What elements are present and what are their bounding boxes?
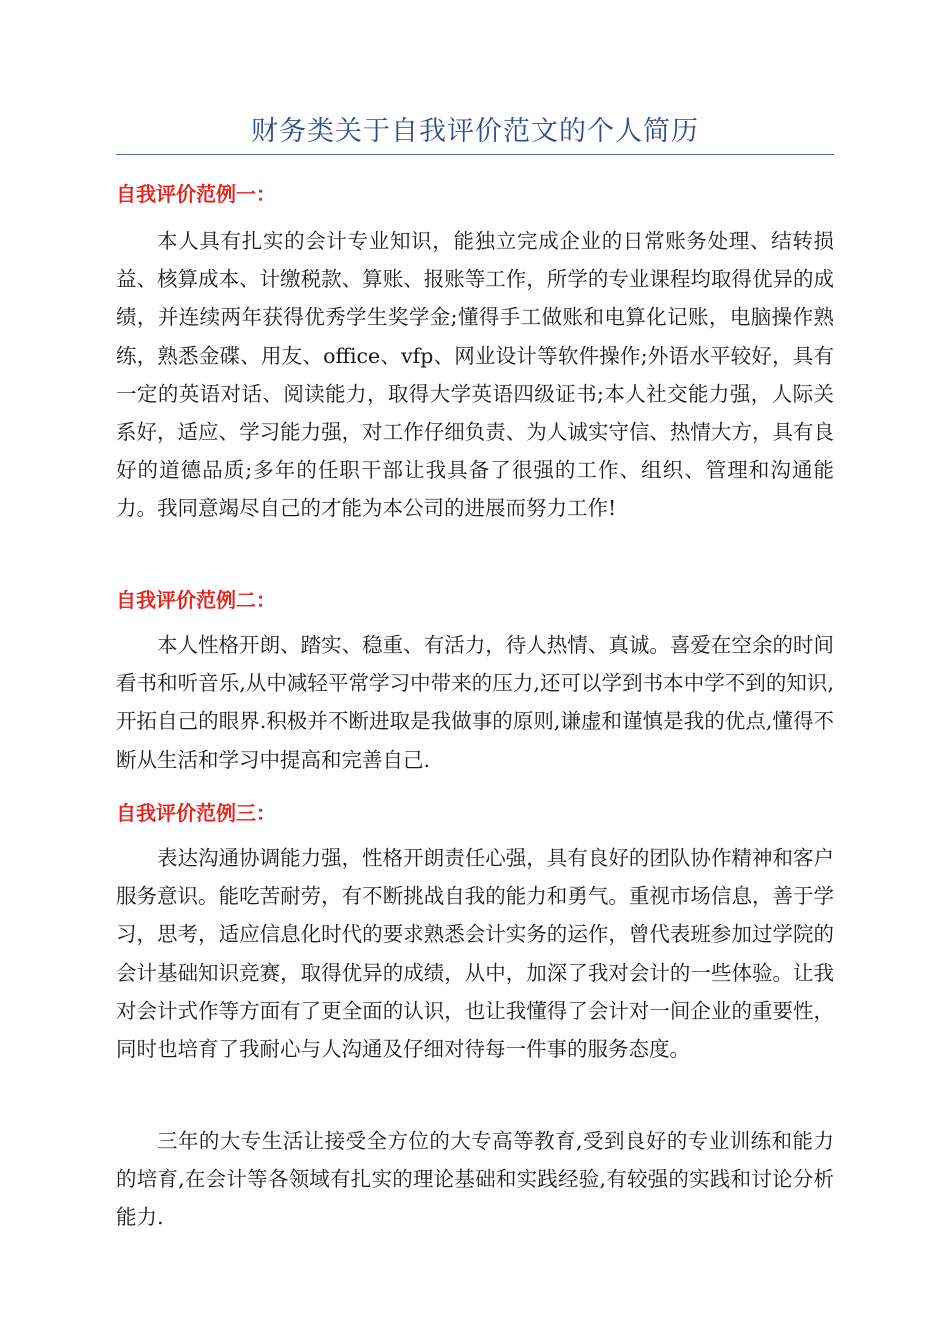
title-underline [116, 154, 834, 155]
section-2-paragraph: 本人性格开朗、踏实、稳重、有活力，待人热情、真诚。喜爱在空余的时间看书和听音乐,从中减轻平常学习中带来的压力,还可以学到书本中学不到的知识,开拓自己的眼界.积极并不断进取是我做事的原则,谦虚和谨慎是我的优点,懂得不断从生活和学习中提高和完善自己. [116, 633, 834, 772]
section-heading-2: 自我评价范例二： [116, 588, 276, 612]
document-title: 财务类关于自我评价范文的个人简历 [251, 116, 699, 147]
section-heading-1: 自我评价范例一： [116, 182, 276, 206]
section-3-paragraph-1: 表达沟通协调能力强，性格开朗责任心强，具有良好的团队协作精神和客户服务意识。能吃苦耐劳，有不断挑战自我的能力和勇气。重视市场信息，善于学习，思考，适应信息化时代的要求熟悉会计实务的运作，曾代表班参加过学院的会计基础知识竞赛，取得优异的成绩，从中，加深了我对会计的一些体验。让我对会计式作等方面有了更全面的认识，也让我懂得了会计对一间企业的重要性，同时也培育了我耐心与人沟通及仔细对待每一件事的服务态度。 [116, 846, 834, 1062]
section-heading-3: 自我评价范例三： [116, 801, 276, 825]
section-3-paragraph-2: 三年的大专生活让接受全方位的大专高等教育,受到良好的专业训练和能力的培育,在会计等各领域有扎实的理论基础和实践经验,有较强的实践和讨论分析能力. [116, 1129, 834, 1230]
section-1-paragraph: 本人具有扎实的会计专业知识，能独立完成企业的日常账务处理、结转损益、核算成本、计缴税款、算账、报账等工作，所学的专业课程均取得优异的成绩，并连续两年获得优秀学生奖学金;懂得手工做账和电算化记账，电脑操作熟练，熟悉金碟、用友、office、vfp、网业设计等软件操作;外语水平较好，具有一定的英语对话、阅读能力，取得大学英语四级证书;本人社交能力强，人际关系好，适应、学习能力强，对工作仔细负责、为人诚实守信、热情大方，具有良好的道德品质;多年的任职干部让我具备了很强的工作、组织、管理和沟通能力。我同意竭尽自己的才能为本公司的进展而努力工作! [116, 229, 834, 521]
